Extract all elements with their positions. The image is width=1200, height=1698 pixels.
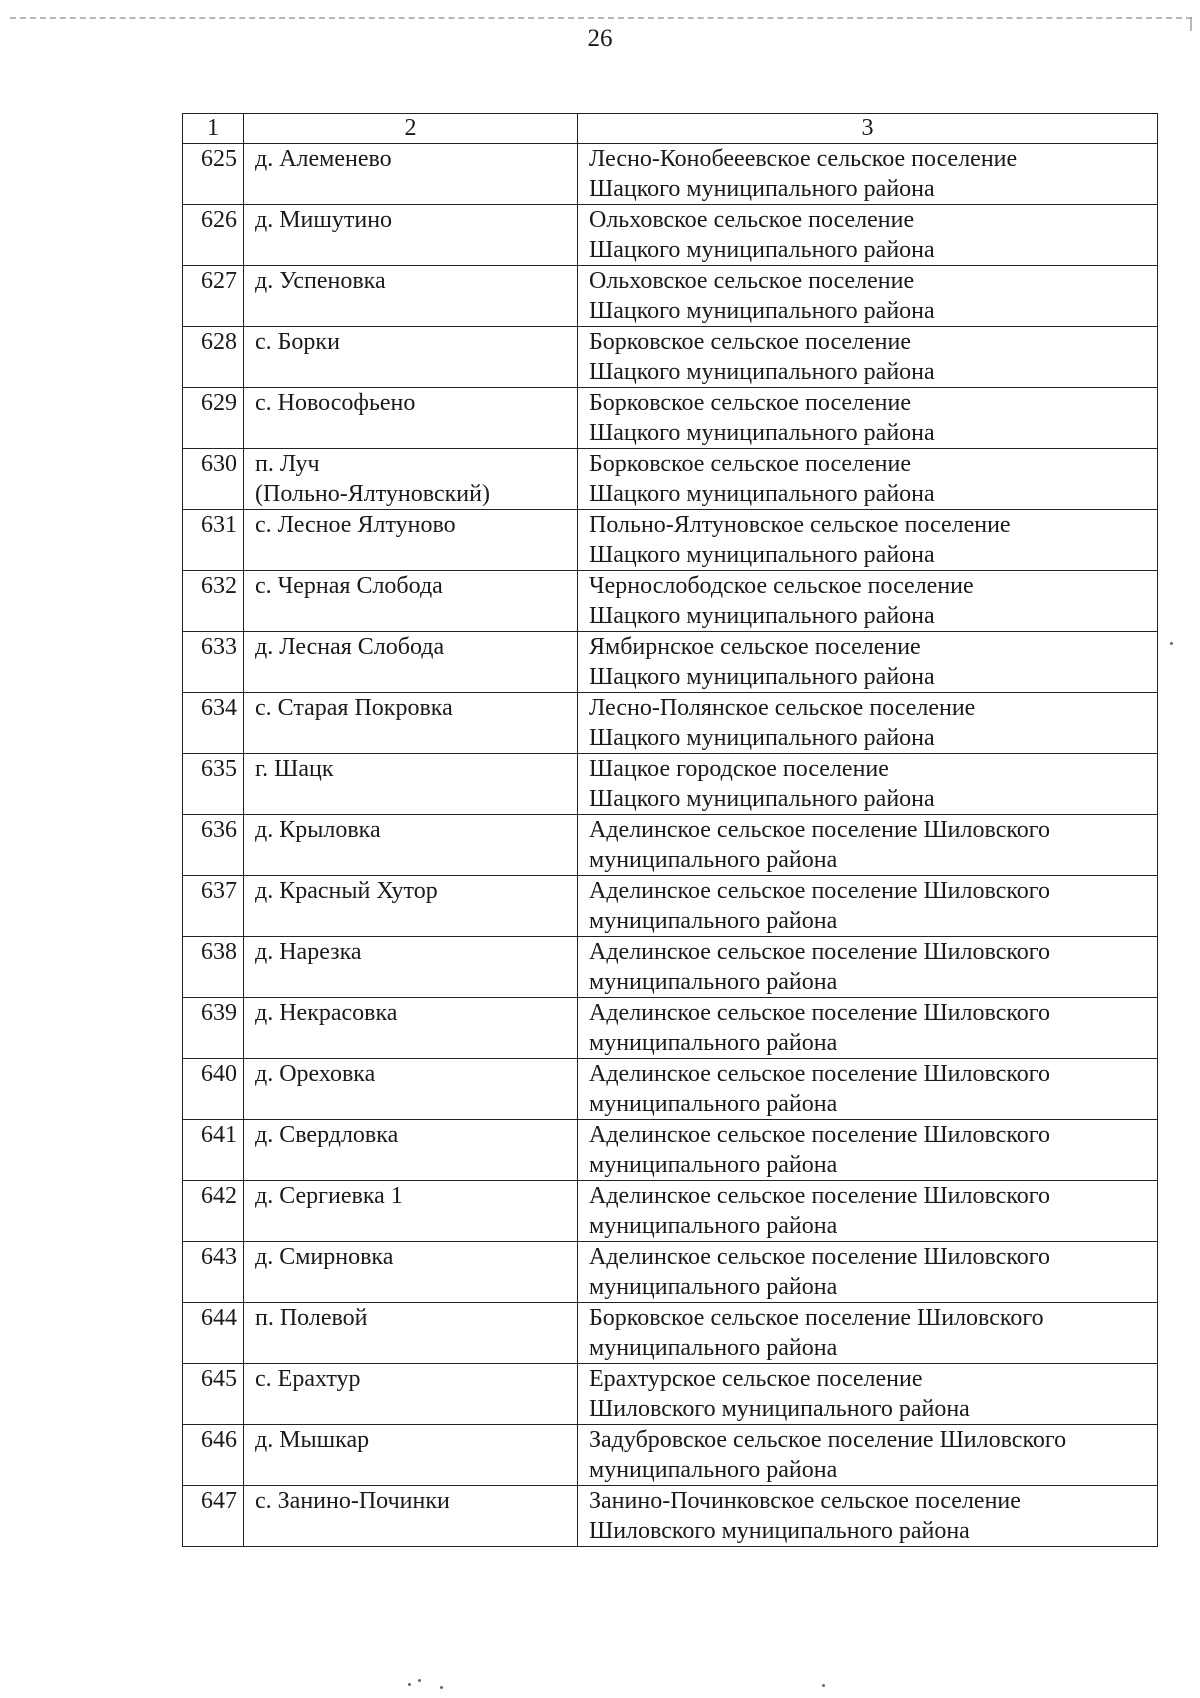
row-number: 641 — [183, 1120, 244, 1181]
place-name-cell — [244, 449, 578, 510]
place-name: д. Некрасовка — [255, 1000, 398, 1026]
place-name-cell — [244, 693, 578, 754]
settlement-cell — [578, 205, 1158, 266]
table-row — [183, 1425, 1158, 1486]
settlement-name: муниципального района — [589, 1213, 838, 1239]
settlement-cell — [578, 1059, 1158, 1120]
settlement-name: муниципального района — [589, 1030, 838, 1056]
table-row — [183, 144, 1158, 205]
settlement-name: Шацкого муниципального района — [589, 542, 935, 568]
header-cell-number: 1 — [183, 114, 244, 144]
place-name: с. Черная Слобода — [255, 573, 443, 599]
place-name-cell — [244, 998, 578, 1059]
settlement-name: Шацкого муниципального района — [589, 298, 935, 324]
settlement-cell — [578, 754, 1158, 815]
scan-speck — [418, 1679, 421, 1682]
settlement-name: Шиловского муниципального района — [589, 1396, 970, 1422]
scan-speck — [408, 1683, 411, 1686]
table-row — [183, 327, 1158, 388]
scan-speck — [1170, 642, 1173, 645]
place-name: д. Крыловка — [255, 817, 381, 843]
settlement-name: муниципального района — [589, 908, 838, 934]
place-name-cell — [244, 1181, 578, 1242]
settlement-name: Шацкого муниципального района — [589, 237, 935, 263]
settlement-name: Аделинское сельское поселение Шиловского — [589, 939, 1051, 965]
settlement-name: Шацкого муниципального района — [589, 603, 935, 629]
scan-speck — [440, 1686, 443, 1689]
settlement-cell — [578, 1181, 1158, 1242]
place-name-cell — [244, 327, 578, 388]
settlement-name: муниципального района — [589, 1335, 838, 1361]
settlement-cell — [578, 998, 1158, 1059]
settlement-cell — [578, 632, 1158, 693]
settlement-name: Борковское сельское поселение — [589, 390, 912, 416]
row-number: 629 — [183, 388, 244, 449]
settlement-name: Аделинское сельское поселение Шиловского — [589, 878, 1051, 904]
settlement-name: Аделинское сельское поселение Шиловского — [589, 1183, 1051, 1209]
place-name-cell — [244, 1120, 578, 1181]
table-row — [183, 815, 1158, 876]
place-name-cell — [244, 876, 578, 937]
settlement-name: Ольховское сельское поселение — [589, 268, 915, 294]
place-name: д. Алеменево — [255, 146, 392, 172]
place-name-cell — [244, 1425, 578, 1486]
place-name-cell — [244, 632, 578, 693]
settlement-cell — [578, 693, 1158, 754]
place-name-cell — [244, 510, 578, 571]
settlement-name: Шацкого муниципального района — [589, 786, 935, 812]
settlement-name: Шацкое городское поселение — [589, 756, 889, 782]
scan-edge-line — [10, 17, 1192, 19]
settlement-name: Борковское сельское поселение — [589, 329, 912, 355]
settlement-cell — [578, 510, 1158, 571]
settlement-name: Борковское сельское поселение Шиловского — [589, 1305, 1044, 1331]
table-row — [183, 754, 1158, 815]
settlement-cell — [578, 1486, 1158, 1547]
place-name-cell — [244, 205, 578, 266]
settlement-name: Борковское сельское поселение — [589, 451, 912, 477]
place-name: д. Успеновка — [255, 268, 386, 294]
place-name: д. Смирновка — [255, 1244, 394, 1270]
settlement-name: муниципального района — [589, 1091, 838, 1117]
place-name-cell — [244, 754, 578, 815]
table-row — [183, 1242, 1158, 1303]
place-name: д. Свердловка — [255, 1122, 399, 1148]
row-number: 634 — [183, 693, 244, 754]
settlement-name: муниципального района — [589, 847, 838, 873]
row-number: 638 — [183, 937, 244, 998]
place-name-cell — [244, 144, 578, 205]
place-name: с. Занино-Починки — [255, 1488, 450, 1514]
place-name-cell — [244, 1242, 578, 1303]
settlement-name: Задубровское сельское поселение Шиловского — [589, 1427, 1067, 1453]
settlement-name: Лесно-Конобееевское сельское поселение — [589, 146, 1018, 172]
table-row — [183, 571, 1158, 632]
row-number: 645 — [183, 1364, 244, 1425]
settlement-cell — [578, 266, 1158, 327]
settlement-name: Аделинское сельское поселение Шиловского — [589, 1061, 1051, 1087]
table-row — [183, 937, 1158, 998]
table-row — [183, 449, 1158, 510]
settlement-cell — [578, 1242, 1158, 1303]
place-name: д. Ореховка — [255, 1061, 376, 1087]
row-number: 628 — [183, 327, 244, 388]
settlement-name: Ерахтурское сельское поселение — [589, 1366, 923, 1392]
settlement-name: Лесно-Полянское сельское поселение — [589, 695, 976, 721]
row-number: 627 — [183, 266, 244, 327]
settlement-name: Шацкого муниципального района — [589, 481, 935, 507]
place-name: д. Мишутино — [255, 207, 393, 233]
settlement-cell — [578, 1120, 1158, 1181]
settlement-cell — [578, 571, 1158, 632]
table-row — [183, 1303, 1158, 1364]
settlement-cell — [578, 388, 1158, 449]
row-number: 636 — [183, 815, 244, 876]
row-number: 640 — [183, 1059, 244, 1120]
settlement-name: муниципального района — [589, 1152, 838, 1178]
place-name: д. Красный Хутор — [255, 878, 438, 904]
settlement-cell — [578, 144, 1158, 205]
place-name: с. Борки — [255, 329, 340, 355]
settlement-cell — [578, 876, 1158, 937]
table-row — [183, 266, 1158, 327]
row-number: 635 — [183, 754, 244, 815]
settlement-name: Аделинское сельское поселение Шиловского — [589, 1000, 1051, 1026]
row-number: 639 — [183, 998, 244, 1059]
row-number: 646 — [183, 1425, 244, 1486]
table-row — [183, 632, 1158, 693]
settlement-name: Шацкого муниципального района — [589, 359, 935, 385]
table-row — [183, 510, 1158, 571]
scan-speck — [822, 1684, 825, 1687]
place-name-cell — [244, 571, 578, 632]
settlement-cell — [578, 1425, 1158, 1486]
settlement-name: Шацкого муниципального района — [589, 725, 935, 751]
header-cell-settlement: 3 — [578, 114, 1158, 144]
table-row — [183, 388, 1158, 449]
row-number: 637 — [183, 876, 244, 937]
table-row — [183, 1120, 1158, 1181]
settlement-cell — [578, 449, 1158, 510]
place-name-cell — [244, 815, 578, 876]
row-number: 630 — [183, 449, 244, 510]
settlement-name: Шацкого муниципального района — [589, 664, 935, 690]
place-name: д. Сергиевка 1 — [255, 1183, 403, 1209]
settlement-name: муниципального района — [589, 1274, 838, 1300]
settlement-name: Шацкого муниципального района — [589, 176, 935, 202]
place-name-cell — [244, 266, 578, 327]
row-number: 642 — [183, 1181, 244, 1242]
settlements-table — [182, 113, 1158, 1547]
table-row — [183, 998, 1158, 1059]
settlement-cell — [578, 937, 1158, 998]
place-name: д. Лесная Слобода — [255, 634, 445, 660]
place-name: с. Лесное Ялтуново — [255, 512, 456, 538]
row-number: 643 — [183, 1242, 244, 1303]
table-row — [183, 1364, 1158, 1425]
place-name: д. Нарезка — [255, 939, 362, 965]
place-name: с. Ерахтур — [255, 1366, 361, 1392]
settlement-name: Шацкого муниципального района — [589, 420, 935, 446]
settlement-name: Ямбирнское сельское поселение — [589, 634, 921, 660]
settlement-cell — [578, 1303, 1158, 1364]
table-row — [183, 876, 1158, 937]
row-number: 632 — [183, 571, 244, 632]
header-cell-place: 2 — [244, 114, 578, 144]
table-row — [183, 1486, 1158, 1547]
place-name-cell — [244, 1486, 578, 1547]
settlement-name: Шиловского муниципального района — [589, 1518, 970, 1544]
place-name: д. Мышкар — [255, 1427, 370, 1453]
place-name-cell — [244, 1059, 578, 1120]
table-row — [183, 1059, 1158, 1120]
settlement-name: Ольховское сельское поселение — [589, 207, 915, 233]
place-name: г. Шацк — [255, 756, 334, 782]
settlement-cell — [578, 815, 1158, 876]
place-name-cell — [244, 388, 578, 449]
settlement-name: муниципального района — [589, 969, 838, 995]
settlement-name: Аделинское сельское поселение Шиловского — [589, 817, 1051, 843]
row-number: 625 — [183, 144, 244, 205]
settlement-cell — [578, 1364, 1158, 1425]
settlement-name: Занино-Починковское сельское поселение — [589, 1488, 1021, 1514]
place-name: с. Старая Покровка — [255, 695, 453, 721]
row-number: 647 — [183, 1486, 244, 1547]
settlement-name: Польно-Ялтуновское сельское поселение — [589, 512, 1011, 538]
settlement-name: муниципального района — [589, 1457, 838, 1483]
settlement-name: Аделинское сельское поселение Шиловского — [589, 1122, 1051, 1148]
settlement-cell — [578, 327, 1158, 388]
row-number: 631 — [183, 510, 244, 571]
settlement-name: Чернослободское сельское поселение — [589, 573, 974, 599]
place-name: п. Полевой — [255, 1305, 368, 1331]
place-name: (Польно-Ялтуновский) — [255, 481, 490, 507]
place-name-cell — [244, 1303, 578, 1364]
table-row — [183, 693, 1158, 754]
table-row — [183, 1181, 1158, 1242]
page-number: 26 — [587, 25, 613, 52]
row-number: 626 — [183, 205, 244, 266]
place-name-cell — [244, 1364, 578, 1425]
row-number: 644 — [183, 1303, 244, 1364]
place-name: с. Новософьено — [255, 390, 416, 416]
table-header-row — [183, 114, 1158, 144]
settlement-name: Аделинское сельское поселение Шиловского — [589, 1244, 1051, 1270]
row-number: 633 — [183, 632, 244, 693]
place-name-cell — [244, 937, 578, 998]
table-row — [183, 205, 1158, 266]
place-name: п. Луч — [255, 451, 320, 477]
